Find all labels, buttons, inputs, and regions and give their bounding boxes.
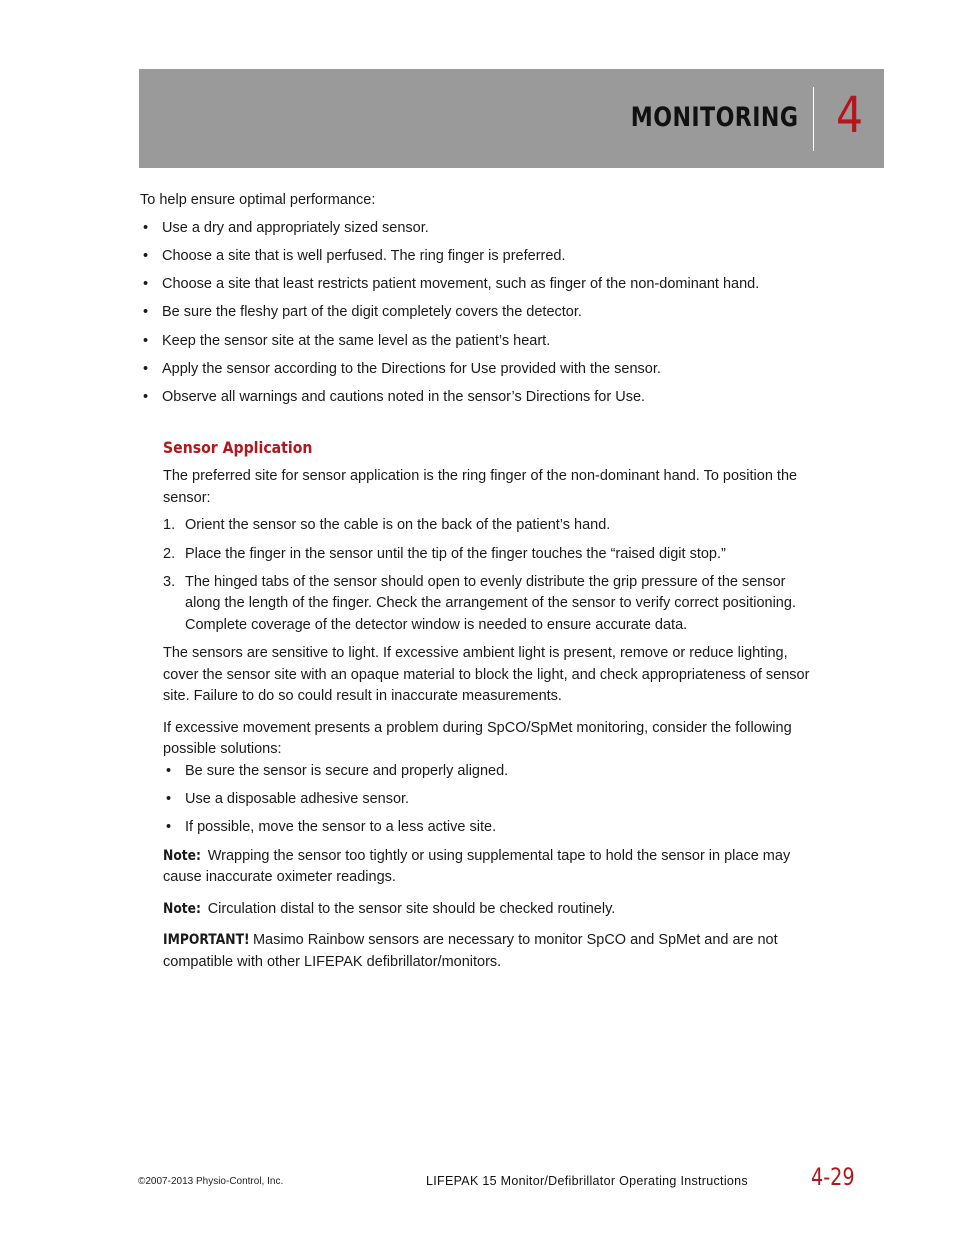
solutions-list [163,761,813,839]
list-item: • Observe all warnings and cautions noted in the sensor’s Directions for Use. [140,387,820,409]
list-item: • Use a dry and appropriately sized sensor. [140,218,820,240]
page-content [140,190,820,983]
note-text: Circulation distal to the sensor site should be checked routinely. [207,900,616,917]
step-text: The hinged tabs of the sensor should open to evenly distribute the grip pressure of the sensor along the length of the finger. Check the arrangement of the sensor to verify correct positioning. Complete coverage of the detector window is needed to ensure accurate data. [185,573,796,633]
note-label: Note: [163,900,201,917]
important-note [163,930,813,973]
step-text: Place the finger in the sensor until the tip of the finger touches the “raised digit stop.” [185,545,726,562]
chapter-divider [813,87,814,151]
list-item: • Be sure the sensor is secure and properly aligned. [163,761,813,783]
list-item: • Choose a site that least restricts patient movement, such as finger of the non-dominant hand. [140,274,820,296]
step-number: 3. [163,573,176,590]
note-label: Note: [163,847,201,864]
chapter-number: 4 [836,86,864,144]
list-item: • Choose a site that is well perfused. The ring finger is preferred. [140,246,820,268]
page-number: 4-29 [811,1163,855,1191]
section-heading: Sensor Application [163,437,313,457]
footer-doc-title: LIFEPAK 15 Monitor/Defibrillator Operating Instructions [426,1174,748,1188]
list-item: • Use a disposable adhesive sensor. [163,789,813,811]
footer-copyright: ©2007-2013 Physio-Control, Inc. [138,1176,284,1187]
step-item [163,515,813,537]
note-text: Wrapping the sensor too tightly or using supplemental tape to hold the sensor in place may cause inaccurate oximeter readings. [163,847,791,886]
list-item: • Keep the sensor site at the same level as the patient’s heart. [140,331,820,353]
light-paragraph: The sensors are sensitive to light. If excessive ambient light is present, remove or reduce lighting, cover the sensor site with an opaque material to block the light, and check appropriateness of sensor site. Failure to do so could result in inaccurate measurements. [163,645,810,705]
list-item: • If possible, move the sensor to a less active site. [163,817,813,839]
step-item [163,544,813,566]
note-1 [163,846,813,889]
step-number: 2. [163,545,176,562]
tips-list [140,218,820,409]
steps-list [163,515,813,636]
section-lead: The preferred site for sensor application is the ring finger of the non-dominant hand. To position the sensor: [163,468,798,506]
important-text: Masimo Rainbow sensors are necessary to monitor SpCO and SpMet and are not compatible with other LIFEPAK defibrillator/monitors. [163,932,778,970]
sensor-application-section [163,437,813,973]
step-item [163,572,813,637]
chapter-header-band [139,69,884,168]
list-item: • Be sure the fleshy part of the digit completely covers the detector. [140,302,820,324]
important-label: IMPORTANT! [163,932,250,949]
movement-paragraph: If excessive movement presents a problem during SpCO/SpMet monitoring, consider the following possible solutions: [163,719,792,758]
list-item: • Apply the sensor according to the Directions for Use provided with the sensor. [140,359,820,381]
note-2 [163,899,813,921]
chapter-title: MONITORING [630,102,798,133]
step-number: 1. [163,517,176,534]
step-text: Orient the sensor so the cable is on the back of the patient’s hand. [185,517,611,534]
intro-text: To help ensure optimal performance: [140,192,376,208]
